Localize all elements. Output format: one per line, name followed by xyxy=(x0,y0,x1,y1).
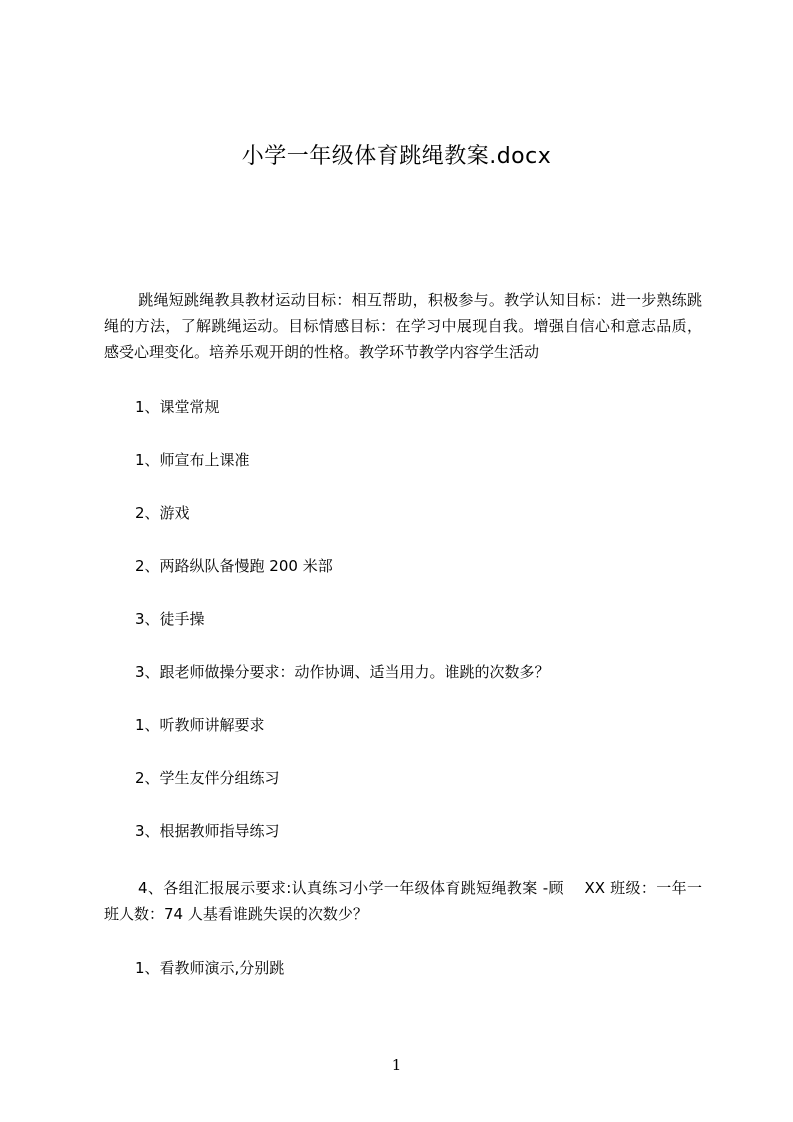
report-paragraph-text: 4、各组汇报展示要求:认真练习小学一年级体育跳短绳教案 -顾 XX 班级：一年一班人数：74 人基看谁跳失误的次数少？ xyxy=(104,879,702,923)
document-title: 小学一年级体育跳绳教案.docx xyxy=(241,144,552,169)
page-number: 1 xyxy=(391,1056,402,1074)
intro-paragraph-text: 跳绳短跳绳教具教材运动目标：相互帮助，积极参与。教学认知目标：进一步熟练跳绳的方法，了解跳绳运动。目标情感目标：在学习中展现自我。增强自信心和意志品质，感受心理变化。培养乐观开朗的性格。教学环节教学内容学生活动 xyxy=(104,291,702,361)
intro-paragraph xyxy=(104,287,702,365)
list-item: 1、听教师讲解要求 xyxy=(135,716,265,734)
list-item: 3、根据教师指导练习 xyxy=(135,822,280,840)
list-item: 2、游戏 xyxy=(135,504,190,522)
list-item: 1、师宣布上课准 xyxy=(135,451,250,469)
list-item: 2、学生友伴分组练习 xyxy=(135,769,280,787)
list-item: 1、课堂常规 xyxy=(135,398,220,416)
list-item: 3、徒手操 xyxy=(135,610,205,628)
list-item: 1、看教师演示,分别跳 xyxy=(135,959,285,977)
list-item: 3、跟老师做操分要求：动作协调、适当用力。谁跳的次数多？ xyxy=(135,663,550,681)
list-item: 2、两路纵队备慢跑 200 米部 xyxy=(135,557,333,575)
report-paragraph xyxy=(104,875,702,927)
